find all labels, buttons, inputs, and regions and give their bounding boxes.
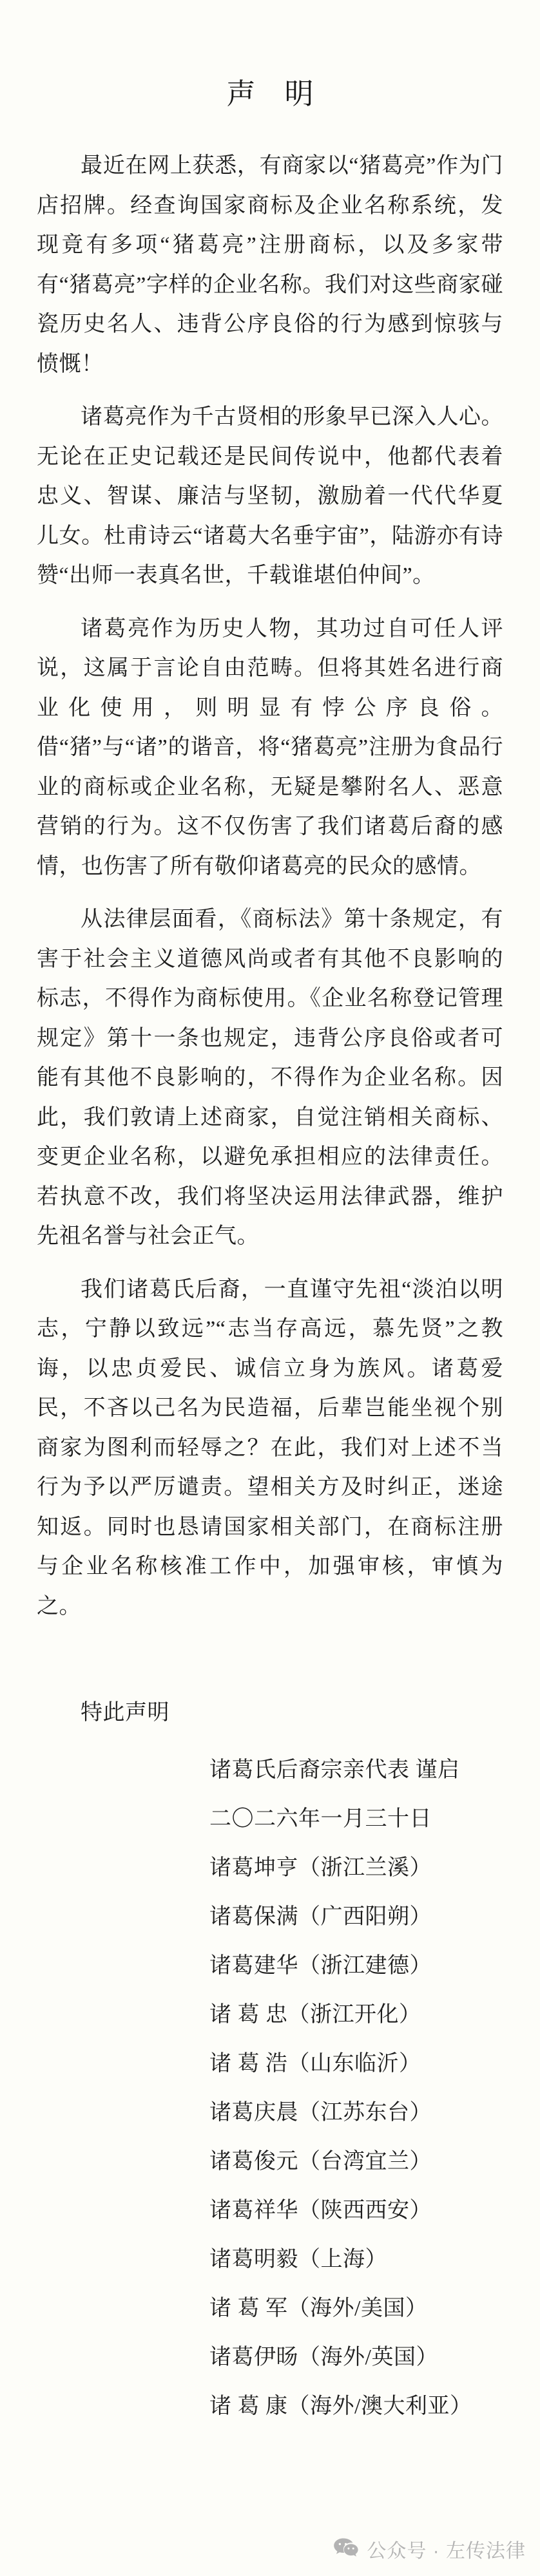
signature-line: 诸葛坤亨（浙江兰溪） [209, 1856, 432, 1880]
signature-line: 诸葛祥华（陕西西安） [209, 2199, 432, 2222]
watermark [333, 2535, 526, 2563]
watermark-text: 公众号 · 左传法律 [367, 2541, 526, 2562]
signature-line: 诸 葛 浩（山东临沂） [209, 2052, 421, 2076]
wechat-icon [333, 2537, 360, 2561]
signature-line: 诸葛庆晨（江苏东台） [209, 2101, 432, 2125]
statement-paragraph: 我们诸葛氏后裔，一直谨守先祖“淡泊以明志，宁静以致远”“志当存高远，慕先贤”之教诲，以忠贞爱民、诚信立身为族风。诸葛爱民，不吝以己名为民造福，后辈岂能坐视个别商家为图利而轻辱之？在此，我们对上述不当行为予以严厉谴责。望相关方及时纠正，迷途知返。同时也恳请国家相关部门，在商标注册与企业名称核准工作中，加强审核，审慎为之。 [37, 1277, 503, 1618]
statement-paragraph: 诸葛亮作为历史人物，其功过自可任人评说，这属于言论自由范畴。但将其姓名进行商业化使用，则明显有悖公序良俗。借“猪”与“诸”的谐音，将“猪葛亮”注册为食品行业的商标或企业名称，无疑是攀附名人、恶意营销的行为。这不仅伤害了我们诸葛后裔的感情，也伤害了所有敬仰诸葛亮的民众的感情。 [37, 616, 503, 878]
signature-line: 诸葛保满（广西阳朔） [209, 1905, 432, 1929]
statement-paragraph: 诸葛亮作为千古贤相的形象早已深入人心。无论在正史记载还是民间传说中，他都代表着忠义、智谋、廉洁与坚韧，激励着一代代华夏儿女。杜甫诗云“诸葛大名垂宇宙”，陆游亦有诗赞“出师一表真名世，千载谁堪伯仲间”。 [37, 405, 503, 587]
signature-line: 二〇二六年一月三十日 [209, 1807, 432, 1831]
signature-line: 诸 葛 康（海外/澳大利亚） [209, 2394, 472, 2418]
signature-line: 诸葛俊元（台湾宜兰） [209, 2150, 432, 2174]
signature-line: 诸葛明毅（上海） [209, 2248, 387, 2271]
statement-paragraph: 最近在网上获悉，有商家以“猪葛亮”作为门店招牌。经查询国家商标及企业名称系统，发现竟有多项“猪葛亮”注册商标，以及多家带有“猪葛亮”字样的企业名称。我们对这些商家碰瓷历史名人、违背公序良俗的行为感到惊骇与愤慨！ [37, 154, 503, 376]
signature-line: 诸葛建华（浙江建德） [209, 1954, 432, 1978]
statement-paragraph: 从法律层面看，《商标法》第十条规定，有害于社会主义道德风尚或者有其他不良影响的标志，不得作为商标使用。《企业名称登记管理规定》第十一条也规定，违背公序良俗或者可能有其他不良影响的，不得作为企业名称。因此，我们敦请上述商家，自觉注销相关商标、变更企业名称，以避免承担相应的法律责任。若执意不改，我们将坚决运用法律武器，维护先祖名誉与社会正气。 [37, 907, 503, 1248]
signature-line: 诸葛伊旸（海外/英国） [209, 2345, 438, 2369]
signature-line: 诸 葛 军（海外/美国） [209, 2297, 428, 2320]
closing-line: 特此声明 [81, 1701, 169, 1725]
statement-body [37, 146, 503, 1626]
signature-line: 诸葛氏后裔宗亲代表 谨启 [209, 1758, 460, 1782]
signature-block [209, 1746, 503, 2431]
signature-line: 诸 葛 忠（浙江开化） [209, 2003, 421, 2027]
statement-title: 声 明 [226, 77, 314, 110]
